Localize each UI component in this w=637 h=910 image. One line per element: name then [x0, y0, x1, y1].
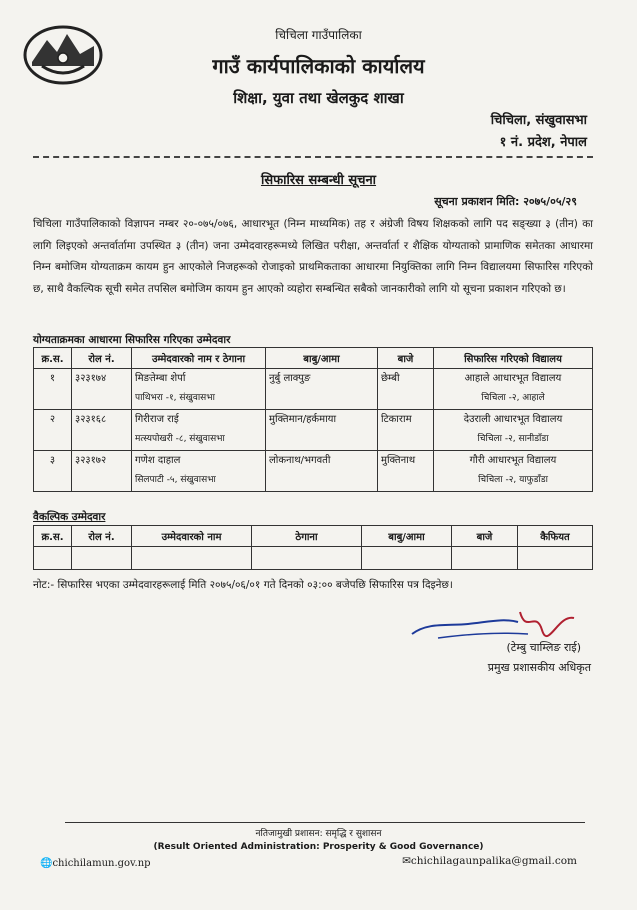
school-address: चिचिला -२, आहाले [481, 393, 545, 403]
table-row [34, 369, 593, 410]
recommended-heading: योग्यताक्रमका आधारमा सिफारिस गरिएका उम्मेदवार [33, 334, 231, 346]
cell-sn: १ [34, 369, 72, 410]
empty-cell [518, 547, 593, 570]
col-header: ठेगाना [252, 526, 362, 547]
candidate-address: पाथिभरा -१, संखुवासभा [135, 393, 215, 403]
signatory-role: प्रमुख प्रशासकीय अधिकृत [487, 661, 591, 674]
recommended-table [33, 347, 593, 492]
cell-grandfather: टिकाराम [378, 410, 434, 451]
table-row [34, 547, 593, 570]
envelope-icon: ✉ [402, 855, 411, 867]
email-text: chichilagaunpalika@gmail.com [410, 855, 577, 867]
footer-motto-np: नतिजामुखी प्रशासन: समृद्धि र सुशासन [255, 829, 382, 839]
cell-grandfather: छेम्बी [378, 369, 434, 410]
website-text: chichilamun.gov.np [52, 858, 151, 869]
candidate-name: गणेश दाहाल [135, 455, 181, 466]
notice-title: सिफारिस सम्बन्धी सूचना [260, 173, 377, 188]
cell-roll: ३२३१७२ [72, 451, 132, 492]
col-header: बाजे [452, 526, 518, 547]
empty-cell [252, 547, 362, 570]
branch-name: शिक्षा, युवा तथा खेलकुद शाखा [233, 89, 404, 107]
alternate-table [33, 525, 593, 570]
empty-cell [362, 547, 452, 570]
candidate-name: मिङतेम्बा शेर्पा [135, 373, 186, 384]
col-header: बाबु/आमा [266, 348, 378, 369]
notice-body: चिचिला गाउँपालिकाको विज्ञापन नम्बर २०-०७५/०७६, आधारभूत (निम्न माध्यमिक) तह र अंग्रेजी विषय शिक्षकको लागि पद सङ्ख्या ३ (तीन) का लागि लिइएको अन्तर्वार्तामा उपस्थित ३ (तीन) जना उम्मेदवारहरूमध्ये लिखित परीक्षा, अन्तर्वार्ता र शैक्षिक योग्यताको प्रामाणिक समेतका आधारमा निम्न बमोजिम योग्यताक्रम कायम हुन आएकोले निजहरूको रोजाइको प्राथमिकताका आधारमा नियुक्तिका लागि निम्न विद्यालयमा सिफारिस गरिएको छ, साथै वैकल्पिक सूची समेत तपसिल बमोजिम कायम हुन आएको व्यहोरा सम्बन्धित सबैको जानकारीको लागि यो सूचना प्रकाशन गरिएको छ। [33, 218, 593, 295]
empty-cell [34, 547, 72, 570]
cell-sn: ३ [34, 451, 72, 492]
cell-school [434, 369, 593, 410]
school-address: चिचिला -२, याफुडाँडा [478, 475, 548, 485]
footer-motto-en: (Result Oriented Administration: Prosperity & Good Governance) [153, 842, 484, 852]
website[interactable] [40, 858, 151, 869]
signatory-name: (टेम्बु चाम्लिङ राई) [506, 641, 581, 654]
cell-school [434, 451, 593, 492]
cell-name [132, 369, 266, 410]
col-header: क्र.स. [34, 348, 72, 369]
candidate-name: गिरीराज राई [135, 414, 179, 425]
candidate-address: मत्स्यपोखरी -८, संखुवासभा [135, 434, 225, 444]
cell-school [434, 410, 593, 451]
office-name: गाउँ कार्यपालिकाको कार्यालय [212, 54, 425, 78]
email[interactable] [402, 855, 577, 867]
note-text: नोट:- सिफारिस भएका उम्मेदवारहरूलाई मिति २०७५/०६/०१ गते दिनको ०३:०० बजेपछि सिफारिस पत्र दिइनेछ। [33, 579, 453, 591]
school-address: चिचिला -२, सानीडाँडा [477, 434, 549, 444]
header-divider [33, 156, 593, 158]
school-name: देउराली आधारभूत विद्यालय [463, 414, 563, 425]
publish-date: सूचना प्रकाशन मिति: २०७५/०५/२९ [434, 195, 577, 208]
school-name: गौरी आधारभूत विद्यालय [469, 455, 557, 466]
col-header: बाजे [378, 348, 434, 369]
col-header: कैफियत [518, 526, 593, 547]
alternate-heading: वैकल्पिक उम्मेदवार [33, 511, 106, 523]
col-header: रोल नं. [72, 348, 132, 369]
cell-grandfather: मुक्तिनाथ [378, 451, 434, 492]
municipality-name: चिचिला गाउँपालिका [275, 28, 362, 42]
table-row [34, 451, 593, 492]
globe-icon: 🌐 [40, 858, 53, 869]
table-header-row [34, 348, 593, 369]
empty-cell [72, 547, 132, 570]
col-header: क्र.स. [34, 526, 72, 547]
cell-parents: लोकनाथ/भगवती [266, 451, 378, 492]
col-header: बाबु/आमा [362, 526, 452, 547]
table-row [34, 410, 593, 451]
cell-name [132, 451, 266, 492]
col-header: सिफारिस गरिएको विद्यालय [434, 348, 593, 369]
cell-sn: २ [34, 410, 72, 451]
cell-roll: ३२३१६८ [72, 410, 132, 451]
cell-parents: मुक्तिमान/हर्कमाया [266, 410, 378, 451]
candidate-address: सिलपाटी -५, संखुवासभा [135, 475, 216, 485]
col-header: रोल नं. [72, 526, 132, 547]
col-header: उम्मेदवारको नाम [132, 526, 252, 547]
empty-cell [452, 547, 518, 570]
address-line-2: १ नं. प्रदेश, नेपाल [499, 135, 587, 150]
address-line-1: चिचिला, संखुवासभा [490, 113, 587, 128]
footer-divider [65, 822, 585, 823]
cell-roll: ३२३१७४ [72, 369, 132, 410]
cell-name [132, 410, 266, 451]
school-name: आहाले आधारभूत विद्यालय [464, 373, 562, 384]
col-header: उम्मेदवारको नाम र ठेगाना [132, 348, 266, 369]
cell-parents: नुर्बु लाक्पुङ [266, 369, 378, 410]
empty-cell [132, 547, 252, 570]
table-header-row [34, 526, 593, 547]
